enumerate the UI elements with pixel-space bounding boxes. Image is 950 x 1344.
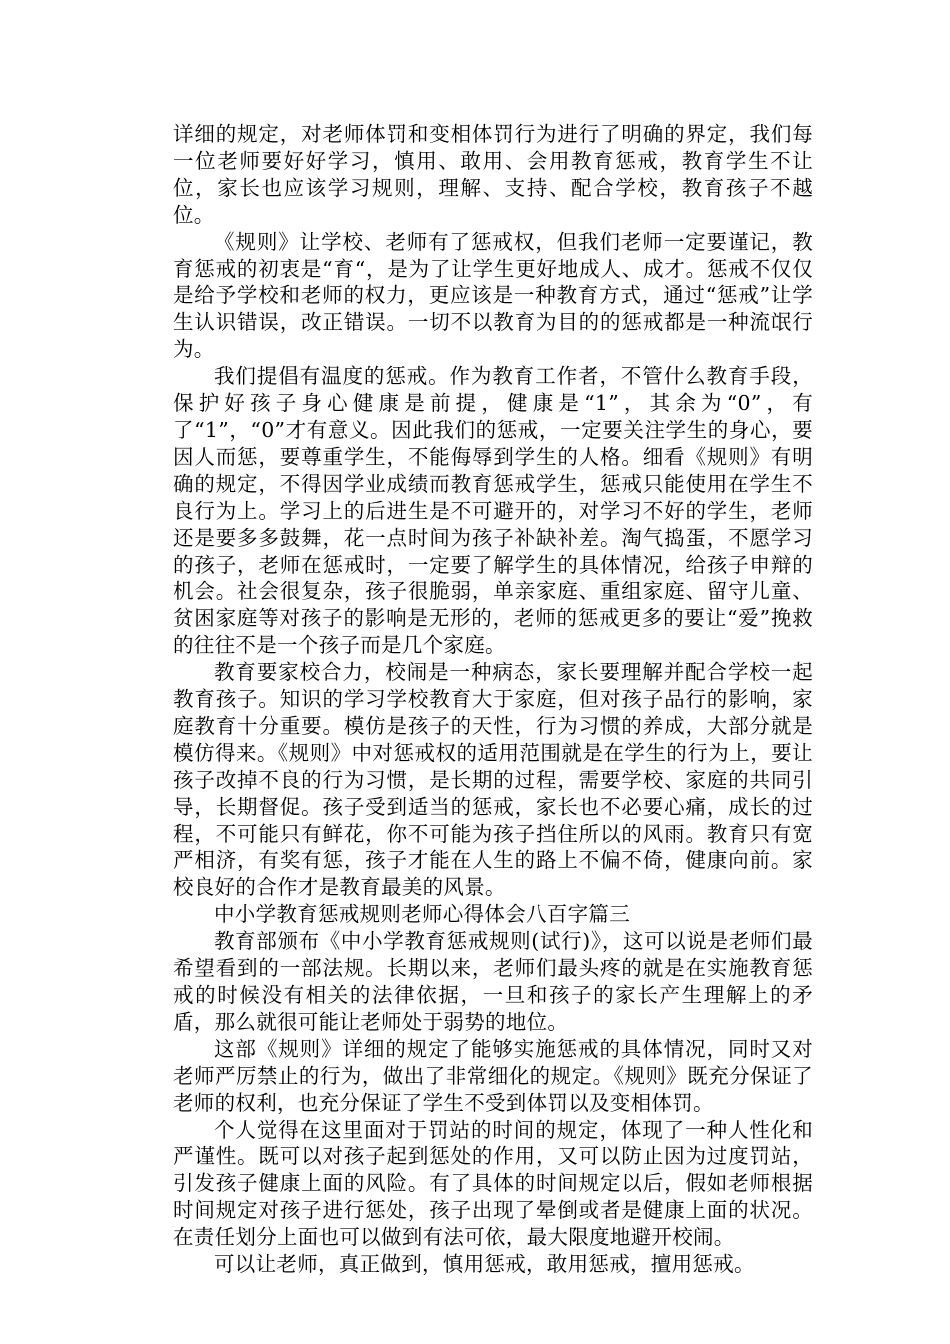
- paragraph-4: 教育要家校合力，校闹是一种病态，家长要理解并配合学校一起教育孩子。知识的学习学校教育大于家庭，但对孩子品行的影响，家庭教育十分重要。模仿是孩子的天性，行为习惯的养成，大部分就是模仿得来。《规则》中对惩戒权的适用范围就是在学生的行为上，要让孩子改掉不良的行为习惯，是长期的过程，需要学校、家庭的共同引导，长期督促。孩子受到适当的惩戒，家长也不必要心痛，成长的过程，不可能只有鲜花，你不可能为孩子挡住所以的风雨。教育只有宽严相济，有奖有惩，孩子才能在人生的路上不偏不倚，健康向前。家校良好的合作才是教育最美的风景。: [173, 660, 813, 900]
- paragraph-3: 我们提倡有温度的惩戒。作为教育工作者，不管什么教育手段，保护好孩子身心健康是前提，健康是“1”，其余为“0”，有了“1”，“0”才有意义。因此我们的惩戒，一定要关注学生的身心，要因人而惩，要尊重学生，不能侮辱到学生的人格。细看《规则》有明确的规定，不得因学业成绩而教育惩戒学生，惩戒只能使用在学生不良行为上。学习上的后进生是不可避开的，对学习不好的学生，老师还是要多多鼓舞，花一点时间为孩子补缺补差。淘气捣蛋，不愿学习的孩子，老师在惩戒时，一定要了解学生的具体情况，给孩子申辩的机会。社会很复杂，孩子很脆弱，单亲家庭、重组家庭、留守儿童、贫困家庭等对孩子的影响是无形的，老师的惩戒更多的要让“爱”挽救的往往不是一个孩子而是几个家庭。: [173, 364, 813, 658]
- paragraph-8: 个人觉得在这里面对于罚站的时间的规定，体现了一种人性化和严谨性。既可以对孩子起到惩处的作用，又可以防止因为过度罚站，引发孩子健康上面的风险。有了具体的时间规定以后，假如老师根据时间规定对孩子进行惩处，孩子出现了晕倒或者是健康上面的状况。在责任划分上面也可以做到有法可依，最大限度地避开校闹。: [173, 1117, 813, 1250]
- paragraph-7: 这部《规则》详细的规定了能够实施惩戒的具体情况，同时又对老师严厉禁止的行为，做出了非常细化的规定。《规则》既充分保证了老师的权利，也充分保证了学生不受到体罚以及变相体罚。: [173, 1036, 813, 1115]
- paragraph-6: 教育部颁布《中小学教育惩戒规则(试行)》，这可以说是老师们最希望看到的一部法规。长期以来，老师们最头疼的就是在实施教育惩戒的时候没有相关的法律依据，一旦和孩子的家长产生理解上的矛盾，那么就很可能让老师处于弱势的地位。: [173, 929, 813, 1034]
- paragraph-9: 可以让老师，真正做到，慎用惩戒，敢用惩戒，擅用惩戒。: [214, 1252, 755, 1277]
- document-body: [173, 121, 813, 1278]
- paragraph-1: 详细的规定，对老师体罚和变相体罚行为进行了明确的界定，我们每一位老师要好好学习，慎用、敢用、会用教育惩戒，教育学生不让位，家长也应该学习规则，理解、支持、配合学校，教育孩子不越位。: [173, 122, 813, 227]
- paragraph-2: 《规则》让学校、老师有了惩戒权，但我们老师一定要谨记，教育惩戒的初衷是“育“，是为了让学生更好地成人、成才。惩戒不仅仅是给予学校和老师的权力，更应该是一种教育方式，通过“惩戒”让学生认识错误，改正错误。一切不以教育为目的的惩戒都是一种流氓行为。: [173, 229, 813, 362]
- section-heading: 中小学教育惩戒规则老师心得体会八百字篇三: [214, 902, 630, 927]
